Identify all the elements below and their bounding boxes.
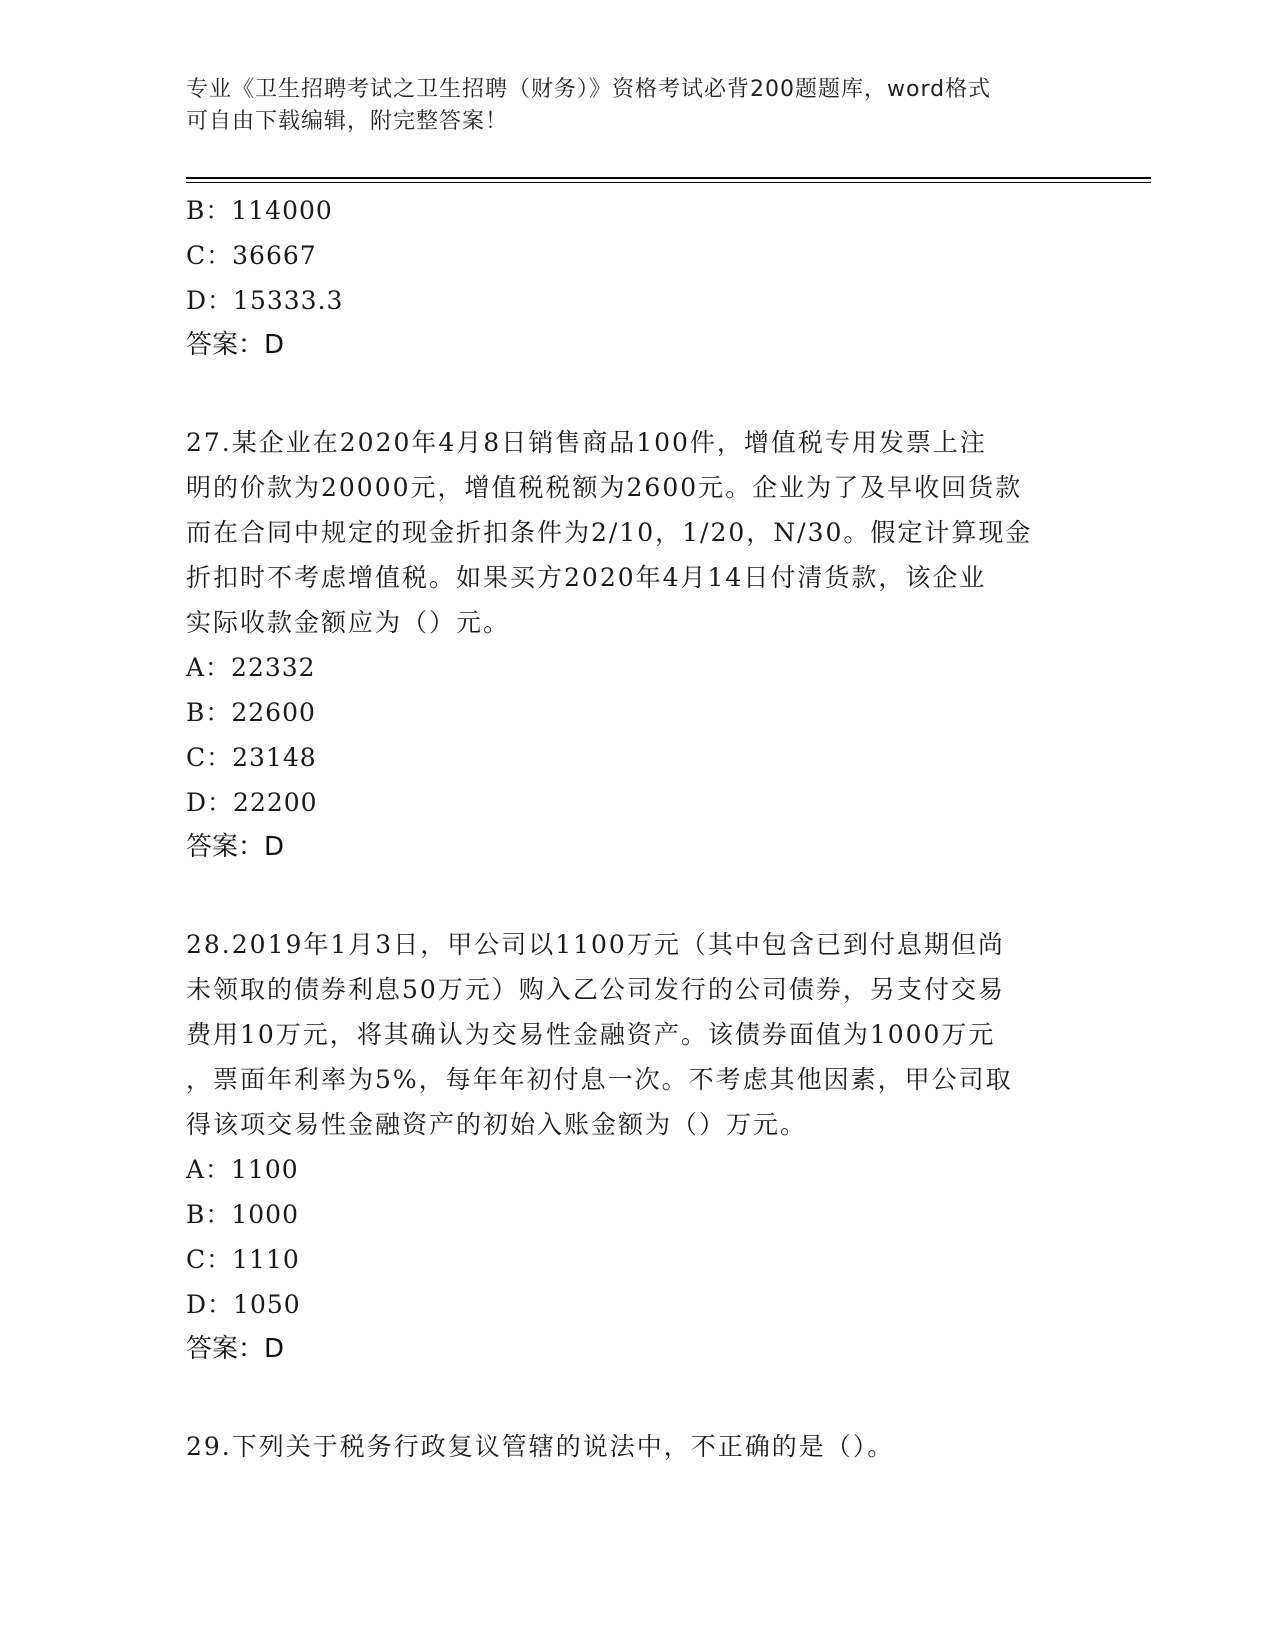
stem-line: 得该项交易性金融资产的初始入账金额为（）万元。 xyxy=(186,1110,808,1139)
option-c: C：23148 xyxy=(186,743,317,772)
question-29 xyxy=(186,1424,1086,1469)
stem-line: 折扣时不考虑增值税。如果买方2020年4月14日付清货款，该企业 xyxy=(186,563,987,592)
header-line-1: 专业《卫生招聘考试之卫生招聘（财务）》资格考试必背200题题库，word格式 xyxy=(186,77,992,102)
option-b: B：114000 xyxy=(186,196,333,225)
question-stem xyxy=(186,420,1066,645)
option-d: D：15333.3 xyxy=(186,286,344,315)
stem-line: 29.下列关于税务行政复议管辖的说法中，不正确的是（）。 xyxy=(186,1432,895,1461)
stem-line: 明的价款为20000元，增值税税额为2600元。企业为了及早收回货款 xyxy=(186,473,1023,502)
option-b: B：22600 xyxy=(186,698,316,727)
option-d: D：22200 xyxy=(186,788,318,817)
stem-line: 27.某企业在2020年4月8日销售商品100件，增值税专用发票上注 xyxy=(186,428,987,457)
question-28 xyxy=(186,922,1086,1372)
stem-line: 而在合同中规定的现金折扣条件为2/10，1/20，N/30。假定计算现金 xyxy=(186,518,1033,547)
stem-line: 实际收款金额应为（）元。 xyxy=(186,608,511,637)
stem-line: 费用10万元，将其确认为交易性金融资产。该债券面值为1000万元 xyxy=(186,1020,996,1049)
option-a: A：22332 xyxy=(186,653,316,682)
option-c: C：36667 xyxy=(186,241,317,270)
header-divider-thick xyxy=(186,177,1151,179)
stem-line: 28.2019年1月3日，甲公司以1100万元（其中包含已到付息期但尚 xyxy=(186,930,1005,959)
stem-line: ，票面年利率为5%，每年年初付息一次。不考虑其他因素，甲公司取 xyxy=(186,1065,1013,1094)
option-c: C：1110 xyxy=(186,1245,300,1274)
answer-line: 答案：D xyxy=(186,832,285,862)
question-26 xyxy=(186,188,1086,368)
question-27 xyxy=(186,420,1086,870)
stem-line: 未领取的债券利息50万元）购入乙公司发行的公司债券，另支付交易 xyxy=(186,975,1005,1004)
question-stem xyxy=(186,1424,1066,1469)
option-a: A：1100 xyxy=(186,1155,299,1184)
answer-line: 答案：D xyxy=(186,330,285,360)
header-divider-thin xyxy=(186,182,1151,183)
option-d: D：1050 xyxy=(186,1290,301,1319)
header-line-2: 可自由下载编辑，附完整答案！ xyxy=(186,109,509,134)
option-b: B：1000 xyxy=(186,1200,299,1229)
document-body xyxy=(186,188,1086,1469)
document-header xyxy=(186,74,1066,138)
answer-line: 答案：D xyxy=(186,1334,285,1364)
question-stem xyxy=(186,922,1066,1147)
